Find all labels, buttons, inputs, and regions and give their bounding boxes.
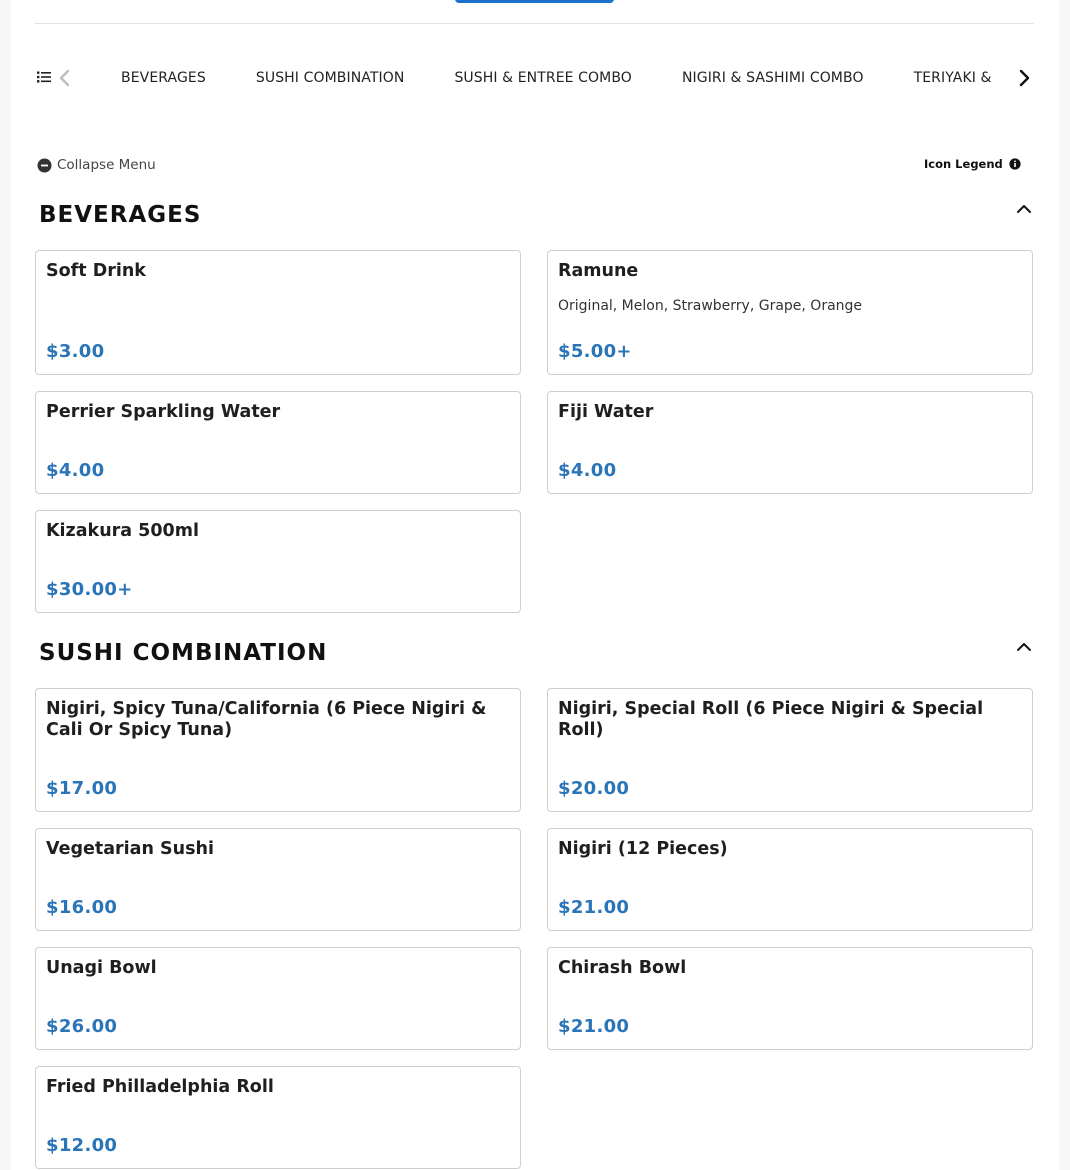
item-name: Soft Drink	[46, 261, 146, 281]
item-name: Chirash Bowl	[558, 958, 687, 978]
menu-item-card[interactable]	[547, 391, 1033, 494]
item-price: $30.00+	[46, 579, 133, 600]
tab-beverages[interactable]: BEVERAGES	[121, 70, 206, 86]
chevron-up-icon[interactable]	[1016, 203, 1032, 215]
item-name: Fried Philladelphia Roll	[46, 1077, 274, 1097]
menu-item-card[interactable]	[35, 250, 521, 375]
category-nav	[35, 58, 1034, 98]
item-name: Ramune	[558, 261, 639, 281]
menu-item-card[interactable]	[35, 688, 521, 812]
item-name: Unagi Bowl	[46, 958, 157, 978]
item-price: $17.00	[46, 778, 118, 799]
list-icon[interactable]	[37, 70, 51, 84]
item-price: $20.00	[558, 778, 630, 799]
menu-item-card[interactable]	[547, 688, 1033, 812]
item-name: Nigiri, Spicy Tuna/California (6 Piece Nigiri & Cali Or Spicy Tuna)	[46, 699, 487, 740]
item-price: $3.00	[46, 341, 105, 362]
collapse-menu-button[interactable]	[37, 157, 156, 173]
menu-item-card[interactable]	[35, 947, 521, 1050]
item-price: $26.00	[46, 1016, 118, 1037]
tab-nigiri-sashimi-combo[interactable]: NIGIRI & SASHIMI COMBO	[681, 70, 864, 86]
section-title-sushi-combination: SUSHI COMBINATION	[39, 640, 328, 666]
menu-item-card[interactable]	[35, 828, 521, 931]
item-description: Original, Melon, Strawberry, Grape, Orange	[558, 298, 863, 314]
item-name: Vegetarian Sushi	[46, 839, 214, 859]
item-name: Fiji Water	[558, 402, 654, 422]
item-price: $4.00	[46, 460, 105, 481]
collapse-menu-label: Collapse Menu	[57, 157, 156, 173]
item-name: Kizakura 500ml	[46, 521, 199, 541]
minus-circle-icon	[37, 158, 52, 173]
tab-teriyaki[interactable]: TERIYAKI &	[913, 70, 992, 86]
menu-item-card[interactable]	[547, 250, 1033, 375]
item-price: $4.00	[558, 460, 617, 481]
info-icon	[1009, 158, 1021, 170]
tab-sushi-combination[interactable]: SUSHI COMBINATION	[255, 70, 405, 86]
icon-legend-button[interactable]	[924, 157, 1021, 171]
item-price: $21.00	[558, 897, 630, 918]
chevron-left-icon[interactable]	[57, 69, 73, 87]
divider	[35, 23, 1034, 24]
top-action-button[interactable]	[455, 0, 614, 3]
menu-item-card[interactable]	[35, 510, 521, 613]
category-tabs	[95, 58, 1005, 98]
item-name: Nigiri, Special Roll (6 Piece Nigiri & Special Roll)	[558, 699, 984, 740]
item-name: Nigiri (12 Pieces)	[558, 839, 728, 859]
item-name: Perrier Sparkling Water	[46, 402, 281, 422]
menu-item-card[interactable]	[547, 828, 1033, 931]
chevron-right-icon[interactable]	[1015, 68, 1033, 88]
menu-item-card[interactable]	[35, 391, 521, 494]
item-price: $16.00	[46, 897, 118, 918]
item-price: $12.00	[46, 1135, 118, 1156]
menu-item-card[interactable]	[547, 947, 1033, 1050]
menu-page	[11, 0, 1059, 1170]
tab-sushi-entree-combo[interactable]: SUSHI & ENTREE COMBO	[454, 70, 632, 86]
section-title-beverages: BEVERAGES	[39, 202, 202, 228]
menu-item-card[interactable]	[35, 1066, 521, 1169]
chevron-up-icon[interactable]	[1016, 641, 1032, 653]
icon-legend-label: Icon Legend	[924, 157, 1003, 171]
item-price: $5.00+	[558, 341, 632, 362]
item-price: $21.00	[558, 1016, 630, 1037]
